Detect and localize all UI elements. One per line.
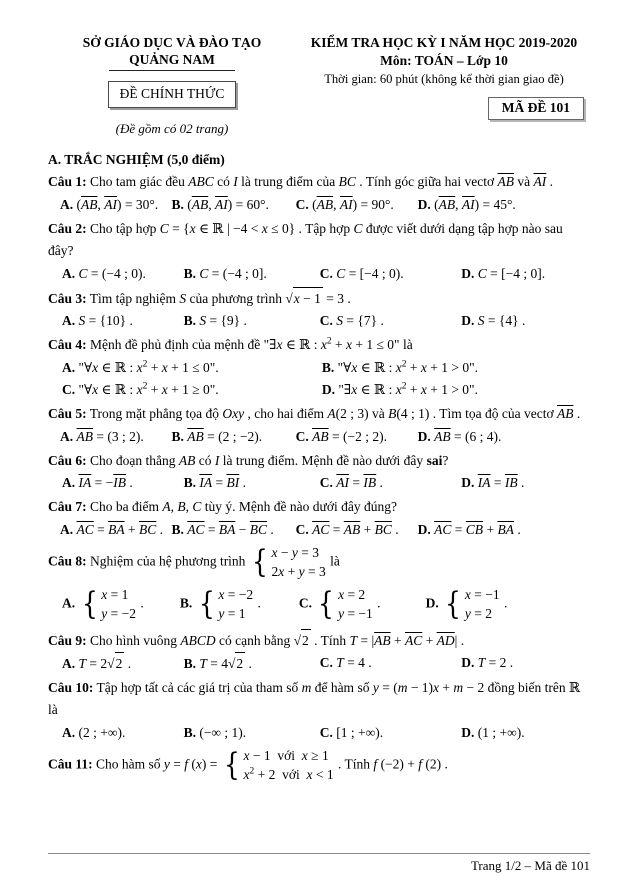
option-label: B. (183, 265, 196, 281)
question-label: Câu 7: (48, 499, 87, 515)
official-exam-label: ĐỀ CHÍNH THỨC (108, 81, 237, 108)
options-row (48, 722, 586, 744)
question-text: Câu 10: Tập hợp tất cả các giá trị của tham số m để hàm số y = (m − 1)x + m − 2 đồng biến trên ℝ là (48, 680, 581, 718)
question-text: Câu 3: Tìm tập nghiệm S của phương trình √x − 1 = 3 . (48, 287, 586, 310)
question-text: Câu 8: Nghiệm của hệ phương trình { x − y = 3 2x + y = 3 là (48, 543, 340, 580)
option: D. (1 ; +∞). (461, 725, 525, 741)
option-label: D. (417, 428, 431, 444)
option: B. C = (−4 ; 0]. (183, 265, 267, 281)
province-name-wrap (48, 52, 296, 71)
option: D. $\overline{IA} = \overline{IB}$ . (461, 475, 525, 491)
question-text: Câu 4: Mệnh đề phủ định của mệnh đề "∃x ∈ ℝ : $x^2 + x + 1 \le 0$" là (48, 336, 413, 353)
option-label: D. (461, 725, 475, 741)
option: C. ($\overline{AB}$, $\overline{AI}) = 90^\circ$. (295, 197, 394, 213)
option: B. T = 4√2 . (184, 652, 320, 675)
option-label: A. (62, 475, 76, 491)
option: B. { x = −2 y = 1 . (179, 585, 261, 622)
question (48, 171, 586, 216)
exam-subject: Môn: TOÁN – Lớp 10 (380, 53, 508, 69)
question-text: Câu 7: Cho ba điểm A, B, C tùy ý. Mệnh đề nào dưới đây đúng? (48, 499, 397, 515)
option: A. T = 2√2 . (62, 652, 184, 675)
option-label: B. (171, 428, 184, 444)
option: D. S = {4} . (461, 313, 526, 329)
question (48, 496, 586, 541)
option: D. C = [−4 ; 0]. (461, 265, 546, 281)
option: D. ($\overline{AB}$, $\overline{AI}) = 45^\circ$. (417, 197, 516, 213)
question-text: Câu 5: Trong mặt phẳng tọa độ Oxy , cho hai điểm A(2 ; 3) và B(4 ; 1) . Tìm tọa độ của vectơ $\overline{AB}$ . (48, 405, 581, 421)
options-row (48, 310, 586, 332)
question (48, 334, 586, 401)
option: C. $\overline{AC} = \overline{AB} + \overline{BC}$ . (295, 522, 399, 538)
option-label: A. (62, 725, 76, 741)
question (48, 450, 586, 495)
header (48, 34, 586, 137)
option-label: C. (295, 522, 309, 538)
question (48, 543, 586, 624)
option: A. S = {10} . (62, 313, 133, 329)
option: A. $\overline{AB} = (3$ ; 2). (60, 428, 144, 444)
question-label: Câu 6: (48, 452, 87, 468)
options-row (48, 519, 586, 541)
option-label: C. (319, 725, 333, 741)
option-label: A. (60, 197, 74, 213)
question-text: Câu 1: Cho tam giác đều ABC có I là trung điểm của BC . Tính góc giữa hai vectơ $\overline{AB}$ và $\overline{AI}$ . (48, 174, 554, 190)
question-label: Câu 8: (48, 553, 87, 569)
option: C. T = 4 . (319, 655, 372, 671)
exam-code-wrap (302, 97, 586, 120)
option-label: B. (179, 595, 193, 611)
option: C. C = [−4 ; 0). (319, 265, 404, 281)
option-label: A. (62, 313, 76, 329)
question (48, 218, 586, 285)
options-row (48, 263, 586, 285)
option: D. T = 2 . (461, 655, 514, 671)
option-label: C. (319, 265, 333, 281)
option-label: D. (425, 595, 439, 611)
option-label: B. (183, 475, 196, 491)
option-label: B. (183, 725, 196, 741)
option-label: C. (295, 197, 309, 213)
option: C. [1 ; +∞). (319, 725, 384, 741)
question-text: Câu 9: Cho hình vuông ABCD có cạnh bằng √2 . Tính $T = |\overline{AB} + \overline{AC} + \overline{AD}|$ . (48, 629, 586, 652)
option-label: B. (183, 656, 196, 672)
options-row (48, 357, 586, 401)
question (48, 403, 586, 448)
option-label: B. (171, 522, 184, 538)
question-label: Câu 3: (48, 290, 87, 306)
official-box-wrap (48, 81, 296, 108)
option-label: B. (321, 360, 335, 376)
exam-duration: Thời gian: 60 phút (không kể thời gian giao đề) (324, 72, 564, 87)
header-left (48, 34, 296, 137)
option-label: C. (319, 313, 333, 329)
question-label: Câu 1: (48, 174, 87, 190)
option-label: D. (417, 522, 431, 538)
province-name: QUẢNG NAM (109, 52, 235, 71)
option-label: A. (62, 360, 76, 376)
question-label: Câu 10: (48, 680, 94, 696)
option-label: A. (62, 595, 76, 611)
option-label: B. (183, 313, 196, 329)
option: A. C = (−4 ; 0). (62, 265, 146, 281)
option-label: C. (298, 595, 312, 611)
questions (48, 171, 586, 784)
exam-title: KIỂM TRA HỌC KỲ I NĂM HỌC 2019-2020 (310, 35, 578, 50)
options-row (48, 472, 586, 494)
options-row (48, 194, 586, 216)
option-label: A. (62, 265, 76, 281)
option-label: A. (60, 522, 74, 538)
option-label: B. (171, 197, 184, 213)
option: D. { x = −1 y = 2 . (425, 585, 508, 622)
question-text: Câu 2: Cho tập hợp C = {x ∈ ℝ | −4 < x ≤ 0} . Tập hợp C được viết dưới dạng tập hợp nào sau đây? (48, 220, 563, 258)
options-row (48, 426, 586, 448)
option-label: C. (62, 381, 76, 397)
option: A. "∀x ∈ ℝ : $x^2 + x + 1 \le 0$". (62, 359, 219, 376)
question-label: Câu 2: (48, 220, 87, 236)
option: A. { x = 1 y = −2 . (62, 585, 144, 622)
option: A. (2 ; +∞). (62, 725, 126, 741)
option-label: D. (417, 197, 431, 213)
option-label: C. (319, 655, 333, 671)
section-title: A. TRẮC NGHIỆM (5,0 điểm) (48, 152, 225, 168)
options-row (48, 585, 586, 623)
option: A. ($\overline{AB}$, $\overline{AI}) = 30^\circ$. (60, 197, 159, 213)
option: D. $\overline{AB} = (6$ ; 4). (417, 428, 502, 444)
question-text: Câu 11: Cho hàm số y = f (x) = { x − 1 với x ≥ 1 $x^2 + 2$ với x < 1 . Tính f (−2) + f (2) . (48, 746, 448, 783)
question (48, 629, 586, 676)
option: B. S = {9} . (183, 313, 247, 329)
option-label: C. (295, 428, 309, 444)
option: B. "∀x ∈ ℝ : $x^2 + x + 1 > 0$". (321, 359, 479, 376)
option-label: D. (461, 313, 475, 329)
option: C. $\overline{AI} = \overline{IB}$ . (319, 475, 383, 491)
question-label: Câu 9: (48, 632, 87, 648)
question (48, 746, 586, 784)
option-label: C. (319, 475, 333, 491)
option: C. $\overline{AB} = (-2$ ; 2). (295, 428, 387, 444)
options-row (48, 652, 586, 675)
option-label: D. (461, 475, 475, 491)
question-label: Câu 5: (48, 405, 87, 421)
option: B. $\overline{AC} = \overline{BA} - \overline{BC}$ . (171, 522, 274, 538)
exam-code-box: MÃ ĐỀ 101 (488, 97, 584, 120)
option-label: D. (461, 655, 475, 671)
department-name: SỞ GIÁO DỤC VÀ ĐÀO TẠO (82, 35, 262, 50)
option: C. S = {7} . (319, 313, 384, 329)
option: C. { x = 2 y = −1 . (298, 585, 381, 622)
header-right (296, 34, 586, 137)
option: B. (−∞ ; 1). (183, 725, 247, 741)
page-number: Trang 1/2 – Mã đề 101 (470, 858, 590, 873)
pages-note: (Đề gồm có 02 trang) (115, 121, 229, 137)
question-label: Câu 4: (48, 337, 87, 353)
question (48, 677, 586, 744)
option-label: A. (62, 656, 76, 672)
option-label: D. (461, 265, 475, 281)
question-label: Câu 11: (48, 756, 93, 772)
question-text: Câu 6: Cho đoạn thẳng AB có I là trung điểm. Mệnh đề nào dưới đây sai? (48, 452, 449, 468)
option-label: D. (321, 381, 336, 397)
option: A. $\overline{AC} = \overline{BA} + \overline{BC}$ . (60, 522, 164, 538)
option: B. $\overline{IA} = \overline{BI}$ . (183, 475, 246, 491)
option: C. "∀x ∈ ℝ : $x^2 + x + 1 \ge 0$". (62, 381, 219, 397)
option: B. ($\overline{AB}$, $\overline{AI}) = 60^\circ$. (171, 197, 269, 213)
option: D. "∃x ∈ ℝ : $x^2 + x + 1 > 0$". (321, 381, 478, 397)
option-label: A. (60, 428, 74, 444)
page-footer (48, 853, 590, 874)
question (48, 287, 586, 333)
option: B. $\overline{AB} = (2$ ; −2). (171, 428, 263, 444)
option: D. $\overline{AC} = \overline{CB} + \overline{BA}$ . (417, 522, 521, 538)
option: A. $\overline{IA} = -\overline{IB}$ . (62, 475, 133, 491)
